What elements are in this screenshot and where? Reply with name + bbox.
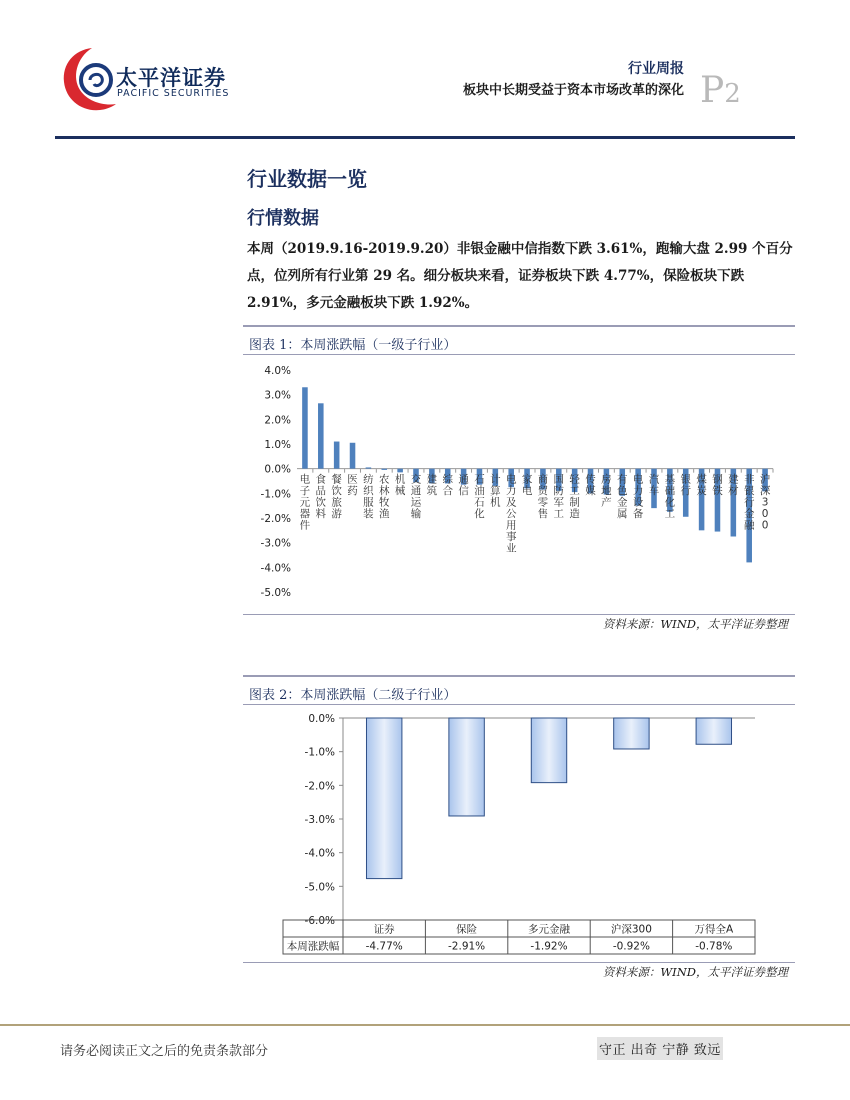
chart1-x-tick-label: 机械: [394, 473, 406, 498]
chart1-x-tick-label: 钢铁: [712, 473, 723, 498]
chart2-x-tick-label: 多元金融: [528, 923, 570, 936]
chart2-table-value: -4.77%: [365, 940, 403, 953]
figure1-top-rule: [243, 325, 795, 327]
chart2-table-row-label: 本周涨跌幅: [286, 940, 340, 953]
chart1-x-tick-label: 石油石化: [474, 473, 485, 521]
chart-industry-weekly-change: [243, 356, 795, 612]
chart2-y-tick-label: -2.0%: [304, 780, 335, 793]
figure2-source: 资料来源：WIND，太平洋证券整理: [602, 965, 788, 979]
chart1-x-tick-label: 汽车: [648, 473, 660, 498]
chart1-x-tick-label: 有色金属: [617, 473, 628, 521]
chart1-bar: [302, 387, 308, 468]
chart1-y-tick-label: 4.0%: [264, 365, 291, 377]
figure2-caption-rule: [243, 704, 795, 705]
chart1-x-tick-label: 建筑: [426, 473, 438, 498]
page-digit: 2: [724, 79, 741, 109]
logo-inner-ring: [81, 65, 111, 95]
chart2-x-tick-label: 保险: [456, 923, 478, 936]
report-type: 行业周报: [628, 61, 684, 77]
page-number: [700, 70, 741, 111]
figure1-source: 资料来源：WIND，太平洋证券整理: [602, 617, 788, 631]
chart2-x-tick-label: 万得全A: [694, 923, 734, 936]
chart1-x-tick-label: 煤炭: [696, 473, 707, 498]
chart2-bar: [449, 718, 484, 816]
brand-name-cn: 太平洋证券: [116, 66, 226, 90]
chart1-x-tick-label: 食品饮料: [315, 473, 327, 521]
chart1-x-tick-label: 传媒: [585, 473, 596, 498]
logo-swirl: [90, 74, 102, 85]
chart1-y-tick-label: -2.0%: [260, 513, 291, 525]
chart-subsector-weekly-change: [243, 706, 795, 962]
chart1-bar: [318, 403, 324, 468]
chart1-x-tick-label: 医药: [347, 473, 358, 498]
chart2-y-tick-label: -1.0%: [304, 746, 335, 759]
report-title: 板块中长期受益于资本市场改革的深化: [462, 83, 684, 98]
chart2-y-tick-label: -3.0%: [304, 814, 335, 826]
chart1-x-tick-label: 计算机: [490, 473, 501, 509]
chart1-x-tick-label: 商贸零售: [537, 473, 549, 521]
summary-paragraph: 本周（2019.9.16-2019.9.20）非银金融中信指数下跌 3.61%，跑输大盘 2.99 个百分点，位列所有行业第 29 名。细分板块来看，证券板块下跌 4.77%，保险板块下跌 2.91%，多元金融板块下跌 1.92%。: [247, 241, 793, 311]
figure2-top-rule: [243, 675, 795, 677]
chart2-y-tick-label: -5.0%: [304, 881, 335, 894]
chart1-bar: [350, 443, 356, 469]
chart1-x-tick-label: 通信: [458, 473, 469, 498]
subsection-title: 行情数据: [247, 208, 319, 229]
chart1-y-tick-label: 1.0%: [264, 439, 291, 451]
section-title: 行业数据一览: [247, 167, 367, 191]
chart1-x-tick-label: 餐饮旅游: [331, 473, 342, 521]
chart1-x-tick-label: 电力及公用事业: [505, 473, 517, 555]
figure2-caption: 图表 2：本周涨跌幅（二级子行业）: [249, 688, 457, 703]
chart1-x-tick-label: 银行: [680, 473, 691, 498]
page-letter: P: [700, 70, 725, 111]
chart1-x-tick-label: 电子元器件: [299, 473, 311, 532]
chart1-x-tick-label: 基础化工: [664, 473, 676, 521]
figure1-caption: 图表 1：本周涨跌幅（一级子行业）: [249, 338, 457, 353]
chart1-x-tick-label: 房地产: [601, 473, 612, 509]
chart2-table-value: -2.91%: [448, 940, 486, 953]
chart2-table-value: -0.92%: [612, 940, 650, 953]
chart2-y-tick-label: -4.0%: [304, 847, 335, 860]
header-divider: [55, 136, 795, 139]
chart1-x-tick-label: 国防军工: [553, 473, 565, 521]
chart1-bar: [366, 467, 372, 468]
figure2-bottom-rule: [243, 962, 795, 963]
chart1-x-tick-label: 综合: [442, 473, 453, 498]
footer-divider: [0, 1024, 850, 1026]
chart1-x-tick-label: 建材: [728, 473, 739, 498]
chart1-y-tick-label: -5.0%: [260, 587, 291, 599]
brand-name-en: PACIFIC SECURITIES: [117, 88, 230, 99]
chart1-x-tick-label: 农林牧渔: [379, 473, 390, 521]
chart1-x-tick-label: 电力设备: [632, 473, 644, 521]
chart1-x-tick-label: 沪深 3 0 0: [759, 473, 771, 532]
chart1-bar: [334, 442, 340, 469]
chart1-y-tick-label: 3.0%: [264, 389, 291, 402]
chart2-bar: [614, 718, 649, 749]
chart1-x-tick-label: 纺织服装: [363, 473, 374, 521]
chart1-x-tick-label: 非银行金融: [743, 473, 755, 532]
chart1-y-tick-label: 2.0%: [264, 414, 291, 427]
footer-disclaimer: 请务必阅读正文之后的免责条款部分: [60, 1044, 269, 1059]
footer-motto: 守正 出奇 宁静 致远: [597, 1037, 723, 1060]
chart1-x-tick-label: 家电: [521, 473, 533, 498]
chart1-x-tick-label: 交通运输: [410, 473, 422, 521]
chart2-y-tick-label: 0.0%: [308, 713, 335, 725]
chart2-table-value: -1.92%: [530, 940, 568, 953]
chart1-y-tick-label: -3.0%: [260, 537, 291, 550]
chart2-bar: [696, 718, 731, 744]
chart1-x-tick-label: 轻工制造: [569, 473, 580, 521]
chart2-y-tick-label: -6.0%: [304, 915, 335, 927]
chart2-bar: [366, 718, 401, 879]
chart1-bar: [397, 469, 403, 473]
chart2-table-value: -0.78%: [695, 940, 733, 953]
chart1-y-tick-label: -4.0%: [260, 562, 291, 575]
chart1-bar: [381, 469, 387, 470]
chart2-x-tick-label: 沪深300: [610, 923, 652, 936]
chart1-y-tick-label: 0.0%: [264, 463, 291, 476]
chart2-bar: [531, 718, 566, 783]
chart1-y-tick-label: -1.0%: [260, 488, 291, 501]
chart2-x-tick-label: 证券: [373, 923, 395, 936]
figure1-caption-rule: [243, 354, 795, 355]
figure1-bottom-rule: [243, 614, 795, 615]
